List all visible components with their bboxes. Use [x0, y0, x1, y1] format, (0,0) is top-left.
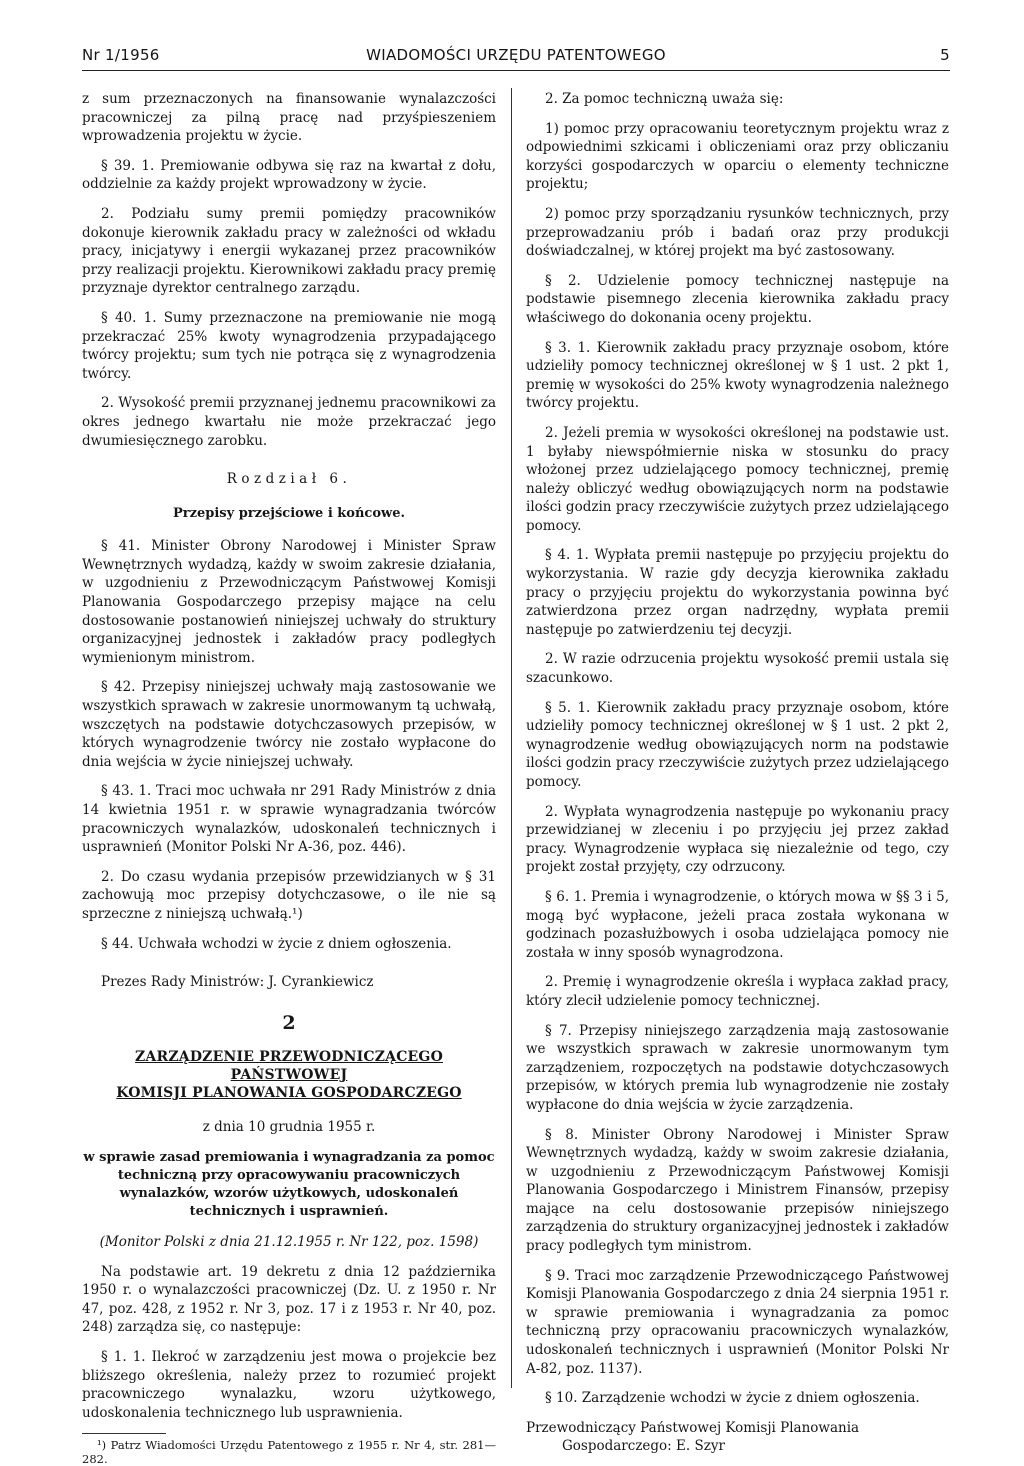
paragraph: § 4. 1. Wypłata premii następuje po przyjęciu projektu do wykorzystania. W razie gdy decyzja kierownika zakładu pracy o przyjęciu projektu do wykorzystania powinna być zatwierdzona przez organ nadrzędny, wypłata premii następuje po zatwierdzeniu tej decyzji. [526, 547, 949, 638]
act-number: 2 [282, 1011, 296, 1034]
paragraph: § 6. 1. Premia i wynagrodzenie, o których mowa w §§ 3 i 5, mogą być wypłacone, jeżeli praca została wykonana w godzinach pozasłużbowych i osoba udzielająca pomocy nie została w inny sposób wynagrodzona. [526, 888, 949, 961]
page-header [82, 44, 950, 71]
paragraph: 2. Podziału sumy premii pomiędzy pracowników dokonuje kierownik zakładu pracy w zależności od wkładu pracy, inicjatywy i energii wykazanej przez pracowników przy realizacji projektu. Kierownikowi zakładu pracy premię przyznaje dyrektor centralnego zarządu. [82, 205, 496, 297]
act-date: z dnia 10 grudnia 1955 r. [202, 1119, 376, 1136]
paragraph: § 41. Minister Obrony Narodowej i Minister Spraw Wewnętrznych wydadzą, każdy w swoim zakresie działania, w uzgodnieniu z Przewodniczącym Państwowej Komisji Planowania Gospodarczego przepisy mające na celu dostosowanie postanowień niniejszej uchwały do struktury organizacyjnej jednostek i zakładów pracy podległych wymienionym ministrom. [82, 538, 496, 666]
paragraph: Na podstawie art. 19 dekretu z dnia 12 października 1950 r. o wynalazczości pracowniczej (Dz. U. z 1950 r. Nr 47, poz. 428, z 1952 r. Nr 3, poz. 17 i z 1953 r. Nr 40, poz. 248) zarządza się, co następuje: [82, 1263, 496, 1336]
chapter-heading: Rozdział 6. [226, 471, 352, 488]
footnote: ¹) Patrz Wiadomości Urzędu Patentowego z 1955 r. Nr 4, str. 281—282. [82, 1438, 496, 1466]
page-number: 5 [940, 46, 950, 64]
paragraph: § 43. 1. Traci moc uchwała nr 291 Rady Ministrów z dnia 14 kwietnia 1951 r. w sprawie wynagradzania twórców pracowniczych wynalazków, udoskonaleń technicznych i usprawnień (Monitor Polski Nr A-36, poz. 446). [82, 783, 496, 856]
paragraph: § 1. 1. Ilekroć w zarządzeniu jest mowa o projekcie bez bliższego określenia, należy przez to rozumieć projekt pracowniczego wynalazku, wzoru użytkowego, udoskonalenia technicznego lub usprawnienia. [82, 1348, 496, 1421]
act-subject: w sprawie zasad premiowania i wynagradzania za pomoc techniczną przy opracowywaniu pracowniczych wynalazków, wzorów użytkowych, udoskonaleń technicznych i usprawnień. [83, 1149, 495, 1219]
paragraph: 2. Wysokość premii przyznanej jednemu pracownikowi za okres jednego kwartału nie może przekraczać jego dwumiesięcznego zarobku. [82, 395, 496, 449]
paragraph: § 5. 1. Kierownik zakładu pracy przyznaje osobom, które udzieliły pomocy technicznej określonej w § 1 ust. 2 pkt 2, wynagrodzenie według obowiązujących norm na podstawie ilości godzin pracy rzeczywiście zużytych przez udzielającego pomocy. [526, 699, 949, 790]
chapter-title: Przepisy przejściowe i końcowe. [172, 505, 405, 521]
monitor-reference: (Monitor Polski z dnia 21.12.1955 r. Nr 122, poz. 1598) [99, 1233, 479, 1250]
act-title [82, 1048, 496, 1102]
footnote-divider [82, 1433, 166, 1434]
left-column [82, 90, 496, 1466]
issue-number: Nr 1/1956 [82, 46, 160, 64]
paragraph: 2. Jeżeli premia w wysokości określonej na podstawie ust. 1 byłaby niewspółmiernie niska w stosunku do pracy włożonej przez udzielającego pomocy technicznej, premię należy obliczyć według obowiązujących norm na podstawie ilości godzin pracy rzeczywiście zużytych przez udzielającego pomocy. [526, 424, 949, 534]
paragraph: z sum przeznaczonych na finansowanie wynalazczości pracowniczej za pilną pracę nad przyśpieszeniem wprowadzenia projektu w życie. [82, 91, 496, 145]
paragraph: 2. Za pomoc techniczną uważa się: [545, 91, 784, 107]
journal-title: WIADOMOŚCI URZĘDU PATENTOWEGO [366, 46, 666, 64]
paragraph: § 9. Traci moc zarządzenie Przewodniczącego Państwowej Komisji Planowania Gospodarczego z dnia 24 sierpnia 1951 r. w sprawie premiowania i wynagradzania za pomoc techniczną przy opracowaniu pracowniczych wynalazków, udoskonaleń technicznych i usprawnień (Monitor Polski Nr A-82, poz. 1137). [526, 1267, 949, 1377]
paragraph: 2. Wypłata wynagrodzenia następuje po wykonaniu pracy przewidzianej w zleceniu i po przyjęciu jej przez zakład pracy. Wynagrodzenie wypłaca się niezależnie od tego, czy projekt został przyjęty, czy odrzucony. [526, 803, 949, 876]
list-item: 1) pomoc przy opracowaniu teoretycznym projektu wraz z odpowiednimi szkicami i obliczeniami oraz przy obliczaniu korzyści gospodarczych w oparciu o elementy techniczne projektu; [526, 120, 949, 193]
column-divider [511, 88, 512, 1388]
paragraph: § 7. Przepisy niniejszego zarządzenia mają zastosowanie we wszystkich sprawach w zakresie unormowanym tym zarządzeniem, rozpoczętych na podstawie dotychczasowych przepisów, w których premia lub wynagrodzenie nie zostały wypłacone do dnia wejścia w życie zarządzenia. [526, 1022, 949, 1113]
paragraph: § 2. Udzielenie pomocy technicznej następuje na podstawie pisemnego zlecenia kierownika zakładu pracy właściwego do dokonania oceny projektu. [526, 272, 949, 326]
act-title-line: ZARZĄDZENIE PRZEWODNICZĄCEGO PAŃSTWOWEJ [135, 1049, 443, 1084]
paragraph: § 10. Zarządzenie wchodzi w życie z dniem ogłoszenia. [545, 1390, 920, 1407]
right-column [526, 90, 949, 1456]
paragraph: § 8. Minister Obrony Narodowej i Minister Spraw Wewnętrznych wydadzą, każdy w swoim zakresie działania, w uzgodnieniu z Przewodniczącym Państwowej Komisji Planowania Gospodarczego i Ministrem Finansów, przepisy mające na celu dostosowanie przepisów niniejszego zarządzenia do struktury organizacyjnej jednostek i zakładów pracy podległych tym ministrom. [526, 1126, 949, 1255]
paragraph: 2. W razie odrzucenia projektu wysokość premii ustala się szacunkowo. [526, 651, 949, 687]
paragraph: § 39. 1. Premiowanie odbywa się raz na kwartał z dołu, oddzielnie za każdy projekt wprowadzony w życie. [82, 157, 496, 193]
list-item: 2) pomoc przy sporządzaniu rysunków technicznych, przy przeprowadzaniu prób i badań oraz przy produkcji doświadczalnej, w której projekt ma być zastosowany. [526, 205, 949, 260]
signature-line: Przewodniczący Państwowej Komisji Planowania [526, 1419, 860, 1436]
paragraph: § 44. Uchwała wchodzi w życie z dniem ogłoszenia. [101, 935, 452, 952]
paragraph: 2. Premię i wynagrodzenie określa i wypłaca zakład pracy, który zlecił udzielenie pomocy technicznej. [526, 974, 949, 1009]
signature-line: Gospodarczego: E. Szyr [562, 1438, 725, 1455]
paragraph: 2. Do czasu wydania przepisów przewidzianych w § 31 zachowują moc przepisy dotychczasowe, o ile nie są sprzeczne z niniejszą uchwałą.¹) [82, 868, 496, 922]
paragraph: § 42. Przepisy niniejszej uchwały mają zastosowanie we wszystkich sprawach w zakresie unormowanym tą uchwałą, wszczętych na podstawie dotychczasowych przepisów, w których wynagrodzenie twórcy nie zostało wypłacone do dnia wejścia w życie niniejszej uchwały. [82, 679, 496, 770]
paragraph: § 3. 1. Kierownik zakładu pracy przyznaje osobom, które udzieliły pomocy technicznej określonej w § 1 ust. 2 pkt 1, premię w wysokości do 25% kwoty wynagrodzenia należnego twórcy projektu. [526, 339, 949, 412]
act-title-line: KOMISJI PLANOWANIA GOSPODARCZEGO [116, 1085, 462, 1102]
paragraph: § 40. 1. Sumy przeznaczone na premiowanie nie mogą przekraczać 25% kwoty wynagrodzenia przypadającego twórcy projektu; sum tych nie potrąca się z wynagrodzenia twórcy. [82, 309, 496, 382]
signature-prezes: Prezes Rady Ministrów: J. Cyrankiewicz [101, 974, 374, 991]
